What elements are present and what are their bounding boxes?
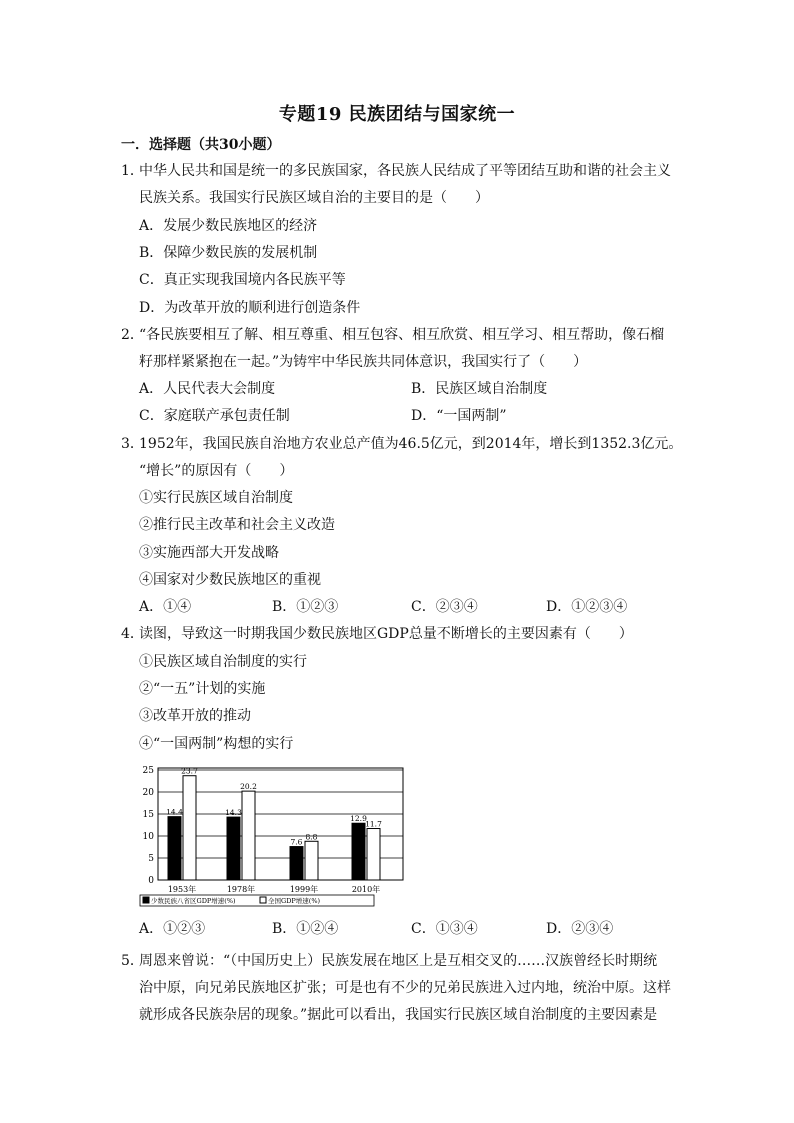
question-4-option-d[interactable]: D．②③④ — [546, 921, 614, 937]
question-3-stem-line-2: “增长”的原因有（ ） — [139, 463, 294, 479]
section-heading: 一．选择题（共30小题） — [121, 137, 281, 153]
question-4-number: 4． — [121, 626, 144, 642]
question-3-statement-2: ②推行民主改革和社会主义改造 — [139, 517, 335, 533]
data-label: 14.4 — [166, 807, 183, 817]
question-4-statement-1: ①民族区域自治制度的实行 — [139, 654, 307, 670]
y-tick-label: 5 — [148, 854, 154, 864]
legend-swatch-national — [260, 897, 266, 903]
bar-national-gdp-growth — [367, 829, 380, 880]
question-5-number: 5． — [121, 953, 144, 969]
data-label: 14.3 — [225, 808, 242, 818]
question-4-statement-4: ④“一国两制”构想的实行 — [139, 736, 294, 752]
question-4-statement-2: ②“一五”计划的实施 — [139, 681, 266, 697]
question-3-number: 3． — [121, 436, 144, 452]
question-4-option-c[interactable]: C．①③④ — [411, 921, 478, 937]
question-2-option-b[interactable]: B．民族区域自治制度 — [411, 381, 548, 397]
question-2-stem-line-1: “各民族要相互了解、相互尊重、相互包容、相互欣赏、相互学习、相互帮助，像石榴 — [139, 327, 665, 343]
question-4-option-a[interactable]: A．①②③ — [139, 921, 206, 937]
question-3-option-a[interactable]: A．①④ — [139, 599, 192, 615]
question-1-option-d[interactable]: D．为改革开放的顺利进行创造条件 — [139, 300, 361, 316]
question-2-option-d[interactable]: D．“一国两制” — [411, 408, 507, 424]
data-label: 7.6 — [290, 837, 303, 847]
bar-national-gdp-growth — [305, 841, 318, 880]
question-3-statement-1: ①实行民族区域自治制度 — [139, 490, 293, 506]
bar-minority-gdp-growth — [227, 817, 240, 880]
y-tick-label: 25 — [142, 766, 154, 776]
question-1-number: 1． — [121, 163, 144, 179]
question-4-statement-3: ③改革开放的推动 — [139, 708, 251, 724]
legend-label-national: 全国GDP增速(%) — [268, 897, 321, 905]
y-tick-label: 20 — [142, 788, 154, 798]
y-tick-label: 0 — [148, 876, 154, 886]
question-1-stem-line-2: 民族关系。我国实行民族区域自治的主要目的是（ ） — [139, 190, 489, 206]
legend-label-minority: 少数民族八省区GDP增速(%) — [151, 897, 236, 905]
question-2-option-c[interactable]: C．家庭联产承包责任制 — [139, 408, 290, 424]
question-1-stem-line-1: 中华人民共和国是统一的多民族国家，各民族人民结成了平等团结互助和谐的社会主义 — [139, 163, 671, 179]
y-tick-label: 15 — [142, 810, 154, 820]
question-5-stem-line-3: 就形成各民族杂居的现象。”据此可以看出，我国实行民族区域自治制度的主要因素是 — [139, 1007, 658, 1023]
page-title: 专题19 民族团结与国家统一 — [278, 104, 516, 125]
question-4-option-b[interactable]: B．①②④ — [272, 921, 339, 937]
x-category-label: 1978年 — [226, 885, 256, 894]
question-3-option-b[interactable]: B．①②③ — [272, 599, 339, 615]
question-4-stem-line-1: 读图，导致这一时期我国少数民族地区GDP总量不断增长的主要因素有（ ） — [139, 626, 633, 642]
bar-minority-gdp-growth — [290, 847, 303, 880]
gdp-growth-bar-chart — [138, 762, 408, 918]
question-2-number: 2． — [121, 327, 144, 343]
bar-national-gdp-growth — [183, 776, 196, 880]
data-label: 11.7 — [365, 819, 382, 829]
data-label: 23.7 — [181, 766, 198, 776]
y-tick-label: 10 — [142, 832, 154, 842]
bar-national-gdp-growth — [242, 791, 255, 880]
legend-swatch-minority — [143, 897, 149, 903]
question-3-stem-line-1: 1952年，我国民族自治地方农业总产值为46.5亿元，到2014年，增长到1352.3亿元。 — [139, 436, 683, 452]
x-category-label: 1999年 — [289, 885, 319, 894]
question-2-option-a[interactable]: A．人民代表大会制度 — [139, 381, 276, 397]
data-label: 8.8 — [305, 832, 318, 842]
question-2-stem-line-2: 籽那样紧紧抱在一起。”为铸牢中华民族共同体意识，我国实行了（ ） — [139, 354, 588, 370]
question-1-option-c[interactable]: C．真正实现我国境内各民族平等 — [139, 272, 346, 288]
question-1-option-a[interactable]: A．发展少数民族地区的经济 — [139, 218, 318, 234]
bar-minority-gdp-growth — [352, 823, 365, 880]
data-label: 12.9 — [350, 814, 367, 824]
question-5-stem-line-1: 周恩来曾说：“（中国历史上）民族发展在地区上是互相交叉的……汉族曾经长时期统 — [139, 953, 658, 969]
question-3-option-d[interactable]: D．①②③④ — [546, 599, 628, 615]
gdp-growth-chart-svg — [138, 762, 408, 914]
question-1-option-b[interactable]: B．保障少数民族的发展机制 — [139, 245, 318, 261]
question-3-statement-4: ④国家对少数民族地区的重视 — [139, 572, 321, 588]
x-category-label: 1953年 — [167, 885, 197, 894]
x-category-label: 2010年 — [351, 885, 381, 894]
question-3-option-c[interactable]: C．②③④ — [411, 599, 478, 615]
bar-minority-gdp-growth — [168, 817, 181, 880]
data-label: 20.2 — [240, 782, 257, 792]
question-5-stem-line-2: 治中原，向兄弟民族地区扩张；可是也有不少的兄弟民族进入过内地，统治中原。这样 — [139, 980, 671, 996]
question-3-statement-3: ③实施西部大开发战略 — [139, 545, 279, 561]
